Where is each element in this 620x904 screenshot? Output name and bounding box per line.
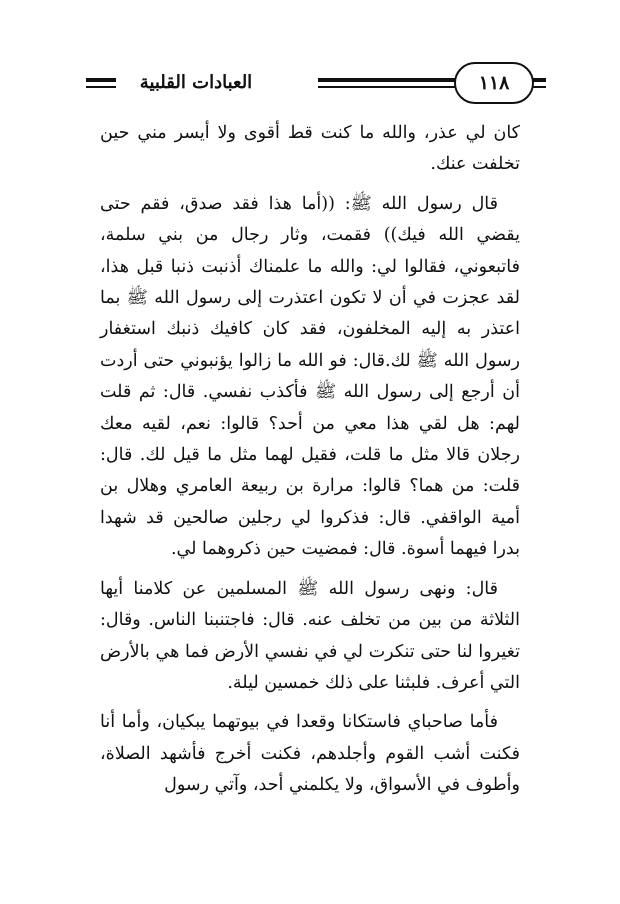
page-header [86, 58, 546, 106]
running-title: العبادات القلبية [139, 72, 253, 93]
header-rule [86, 86, 116, 88]
paragraph: قال: ونهى رسول الله ﷺ المسلمين عن كلامنا أيها الثلاثة من بين من تخلف عنه. قال: فاجتنبنا الناس. وقال: تغيروا لنا حتى تنكرت لي في نفسي الأرض فما هي بالأرض التي أعرف. فلبثنا على ذلك خمسين ليلة. [100, 578, 520, 693]
body-text [100, 118, 520, 810]
paragraph: فأما صاحباي فاستكانا وقعدا في بيوتهما يبكيان، وأما أنا فكنت أشب القوم وأجلدهم، فكنت أخرج فأشهد الصلاة، وأطوف في الأسواق، ولا يكلمني أحد، وآتي رسول [100, 712, 520, 796]
header-rule [86, 78, 116, 82]
paragraph: كان لي عذر، والله ما كنت قط أقوى ولا أيسر مني حين تخلفت عنك. [100, 123, 520, 175]
paragraph: قال رسول الله ﷺ: ((أما هذا فقد صدق، فقم حتى يقضي الله فيك)) فقمت، وثار رجال من بني سلمة، فاتبعوني، فقالوا لي: والله ما علمناك أذنبت ذنبا قبل هذا، لقد عجزت في أن لا تكون اعتذرت إلى رسول الله ﷺ بما اعتذر به إليه المخلفون، فقد كان كافيك ذنبك استغفار رسول الله ﷺ لك.قال: فو الله ما زالوا يؤنبوني حتى أردت أن أرجع إلى رسول الله ﷺ فأكذب نفسي. قال: ثم قلت لهم: هل لقي هذا معي من أحد؟ قالوا: نعم، لقيه معك رجلان قالا مثل ما قلت، فقيل لهما مثل ما قيل لك. قال: قلت: من هما؟ قالوا: مرارة بن ربيعة العامري وهلال بن أمية الواقفي. قال: فذكروا لي رجلين صالحين قد شهدا بدرا فيهما أسوة. قال: فمضيت حين ذكروهما لي. [100, 193, 520, 560]
page-number: ١١٨ [454, 62, 534, 104]
